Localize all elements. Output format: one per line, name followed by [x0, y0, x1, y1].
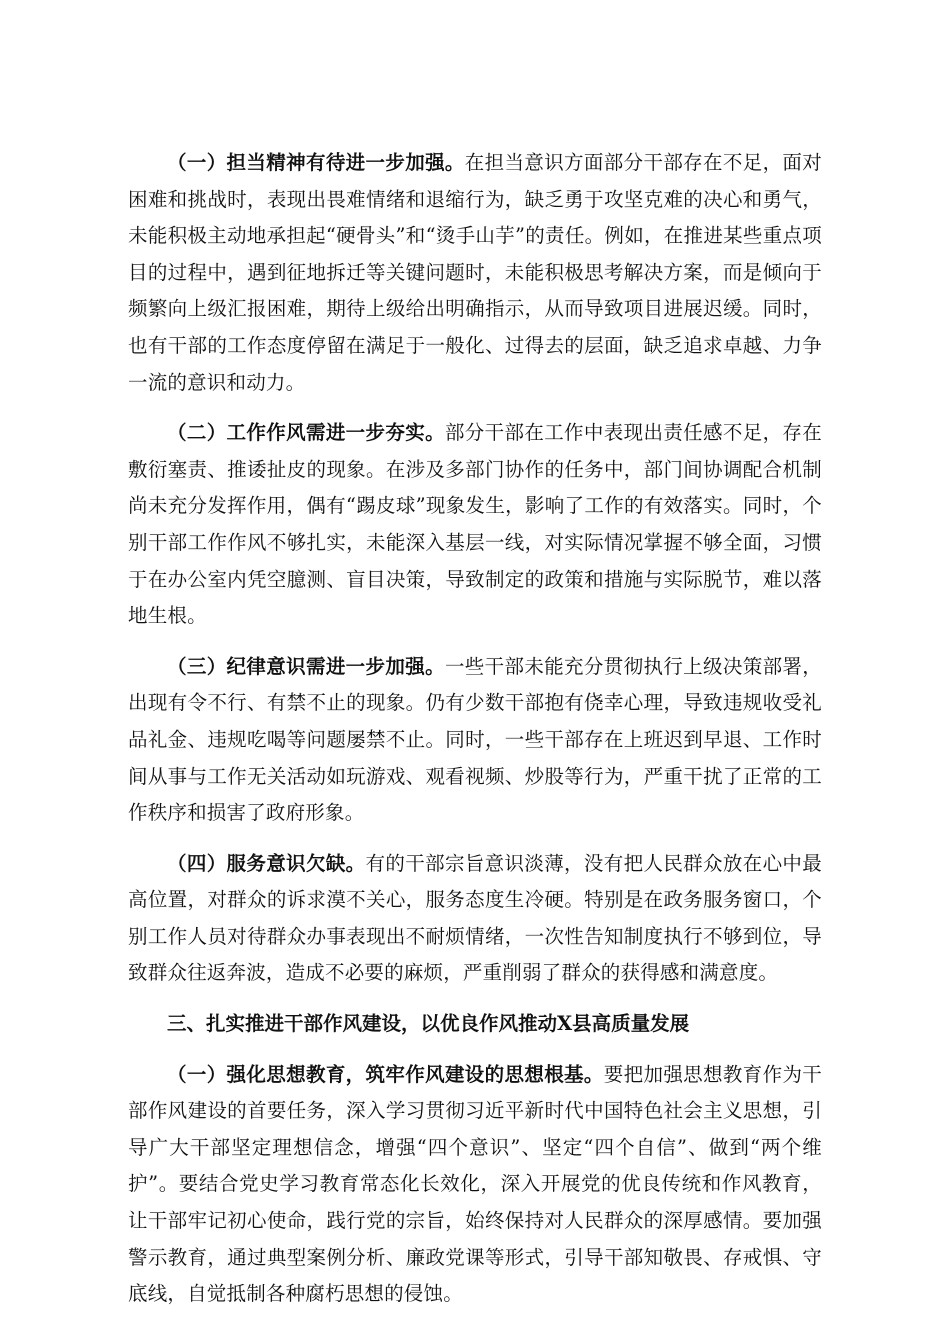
paragraph-lead: （一）强化思想教育，筑牢作风建设的思想根基。 [167, 1062, 604, 1086]
paragraph-work-style [128, 415, 822, 635]
document-page [128, 145, 822, 1327]
paragraph-body: 部分干部在工作中表现出责任感不足，存在敷衍塞责、推诿扯皮的现象。在涉及多部门协作的任务中，部门间协调配合机制尚未充分发挥作用，偶有“踢皮球”现象发生，影响了工作的有效落实。同时，个别干部工作作风不够扎实，未能深入基层一线，对实际情况掌握不够全面，习惯于在办公室内凭空臆测、盲目决策，导致制定的政策和措施与实际脱节，难以落地生根。 [128, 421, 822, 628]
paragraph-lead: （二）工作作风需进一步夯实。 [167, 421, 445, 445]
paragraph-body: 一些干部未能充分贯彻执行上级决策部署，出现有令不行、有禁不止的现象。仍有少数干部抱有侥幸心理，导致违规收受礼品礼金、违规吃喝等问题屡禁不止。同时，一些干部存在上班迟到早退、工作时间从事与工作无关活动如玩游戏、观看视频、炒股等行为，严重干扰了正常的工作秩序和损害了政府形象。 [128, 654, 822, 825]
paragraph-responsibility [128, 145, 822, 401]
paragraph-lead: （一）担当精神有待进一步加强。 [167, 151, 465, 174]
paragraph-service [128, 846, 822, 992]
paragraph-ideological-education [128, 1057, 822, 1313]
paragraph-lead: （四）服务意识欠缺。 [167, 851, 366, 875]
paragraph-discipline [128, 649, 822, 832]
paragraph-body: 在担当意识方面部分干部存在不足，面对困难和挑战时，表现出畏难情绪和退缩行为，缺乏勇于攻坚克难的决心和勇气，未能积极主动地承担起“硬骨头”和“烫手山芋”的责任。例如，在推进某些重点项目的过程中，遇到征地拆迁等关键问题时，未能积极思考解决方案，而是倾向于频繁向上级汇报困难，期待上级给出明确指示，从而导致项目进展迟缓。同时，也有干部的工作态度停留在满足于一般化、过得去的层面，缺乏追求卓越、力争一流的意识和动力。 [128, 151, 822, 394]
paragraph-body: 有的干部宗旨意识淡薄，没有把人民群众放在心中最高位置，对群众的诉求漠不关心，服务态度生冷硬。特别是在政务服务窗口，个别工作人员对待群众办事表现出不耐烦情绪，一次性告知制度执行不够到位，导致群众往返奔波，造成不必要的麻烦，严重削弱了群众的获得感和满意度。 [128, 851, 822, 985]
section-heading: 三、扎实推进干部作风建设，以优良作风推动X县高质量发展 [167, 1012, 690, 1036]
paragraph-body: 要把加强思想教育作为干部作风建设的首要任务，深入学习贯彻习近平新时代中国特色社会主义思想，引导广大干部坚定理想信念，增强“四个意识”、坚定“四个自信”、做到“两个维护”。要结合党史学习教育常态化长效化，深入开展党的优良传统和作风教育，让干部牢记初心使命，践行党的宗旨，始终保持对人民群众的深厚感情。要加强警示教育，通过典型案例分析、廉政党课等形式，引导干部知敬畏、存戒惧、守底线，自觉抵制各种腐朽思想的侵蚀。 [128, 1062, 822, 1306]
paragraph-lead: （三）纪律意识需进一步加强。 [167, 654, 445, 678]
